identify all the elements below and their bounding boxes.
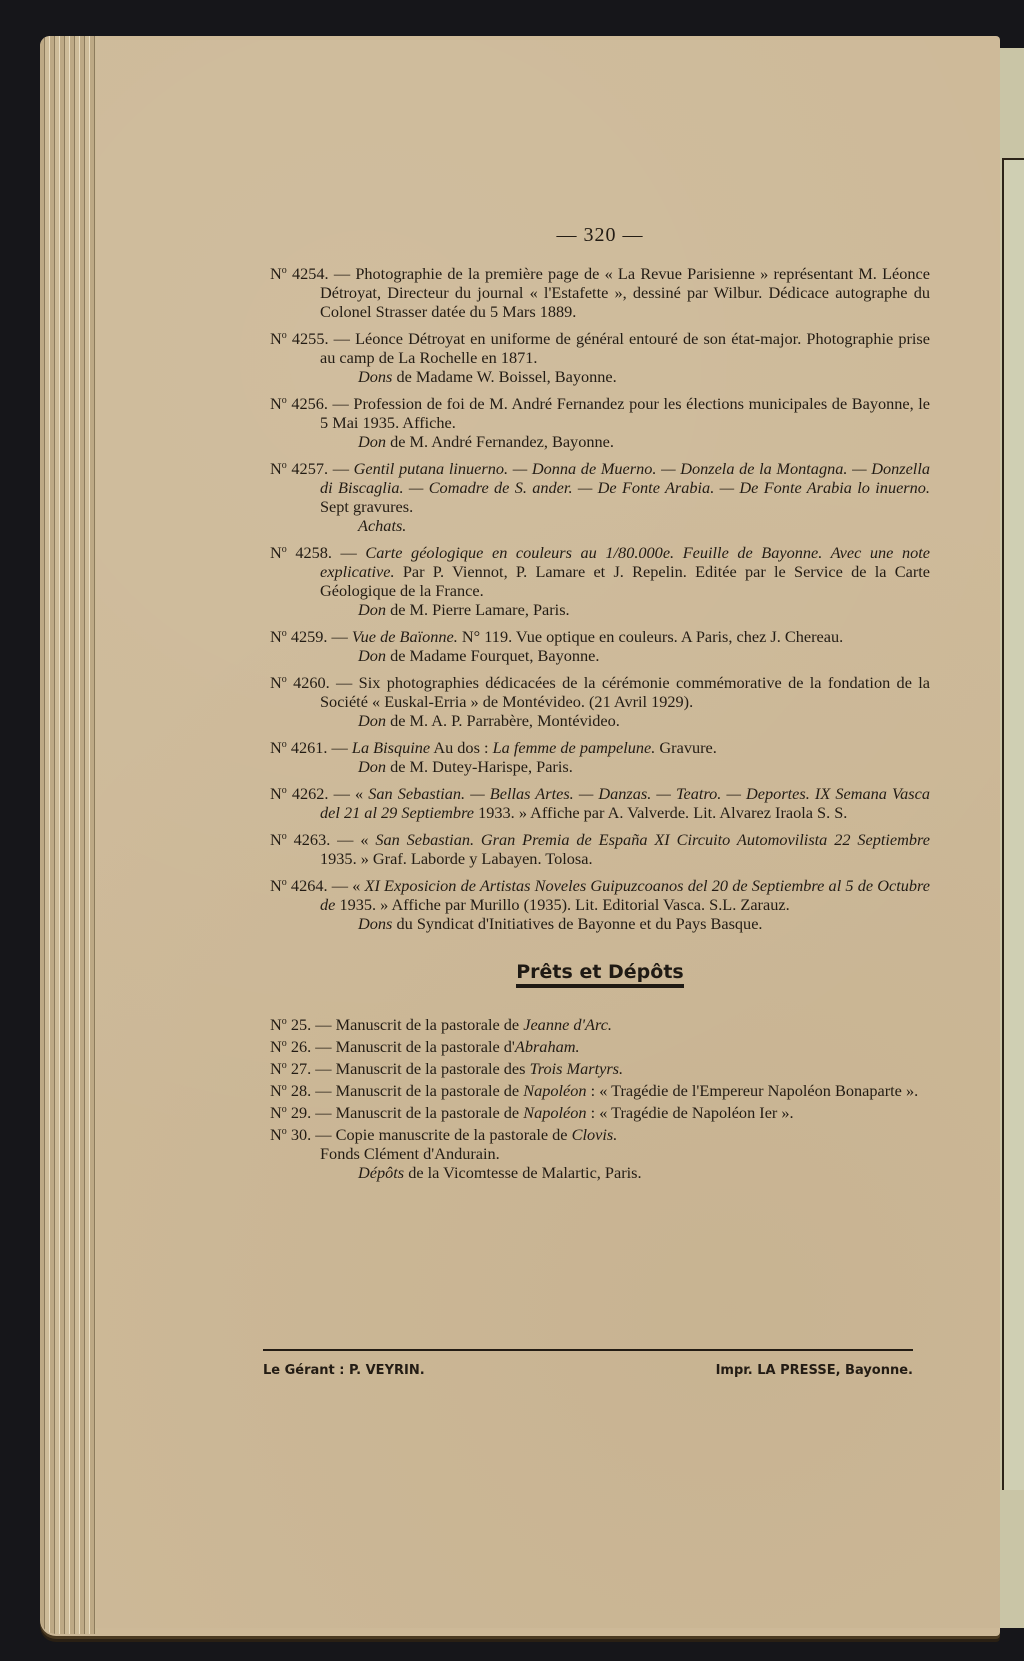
no-superscript: o — [281, 1038, 287, 1049]
credit-rest: de M. André Fernandez, Bayonne. — [386, 432, 614, 451]
entry-number: $N^o$ 29. — [270, 1103, 316, 1122]
entry-text — [270, 1078, 930, 1100]
donation-entry — [270, 827, 930, 868]
no-superscript: o — [281, 1060, 287, 1071]
entry-text — [270, 670, 930, 711]
entry-text — [270, 624, 930, 646]
italic-title: Vue de Baïonne. — [351, 627, 458, 646]
entry-number: $N^o$ 4261. — [270, 738, 332, 757]
entry-credit — [270, 757, 930, 776]
credit-lead: Don — [358, 757, 387, 776]
no-superscript: o — [281, 628, 287, 639]
next-page-frame — [1002, 158, 1024, 1490]
entry-text — [270, 827, 930, 868]
credit-lead: Don — [358, 432, 387, 451]
no-superscript: o — [281, 1126, 287, 1137]
no-superscript: o — [281, 785, 287, 796]
loans-credit — [270, 1163, 930, 1182]
entry-description: Par P. Viennot, P. Lamare et J. Repelin. Editée par le Service de la Carte Géologique de la France. — [320, 562, 930, 600]
italic-title: San Sebastian. — Bellas Artes. — Danzas. — Teatro. — Deportes. IX Semana Vasca del 21 al 29 Septiembre — [320, 784, 930, 822]
entry-text — [270, 1100, 930, 1122]
entry-number: $N^o$ 4259. — [270, 627, 332, 646]
loans-list — [270, 1012, 930, 1182]
entry-credit — [270, 432, 930, 451]
donation-entry — [270, 540, 930, 619]
credit-rest: de Madame W. Boissel, Bayonne. — [392, 367, 617, 386]
credit-lead: Dons — [358, 367, 393, 386]
page-edges — [40, 36, 98, 1634]
entry-text — [270, 1012, 930, 1034]
credit-lead: Don — [358, 646, 387, 665]
entry-description: — Photographie de la première page de « La Revue Parisienne » représentant M. Léonce Détroyat, Directeur du journal « l'Estafette », dessiné par Wilbur. Dédicace autographe du Colonel Strasser datée du 5 Mars 1889. — [320, 264, 930, 321]
italic-title: La Bisquine — [351, 738, 431, 757]
entry-description: — Manuscrit de la pastorale d' — [315, 1037, 515, 1056]
entry-number: $N^o$ 4258. — [270, 543, 341, 562]
credit-lead: Dépôts — [358, 1163, 405, 1182]
credit-rest: de M. Dutey-Harispe, Paris. — [386, 757, 573, 776]
entry-number: $N^o$ 4264. — [270, 876, 332, 895]
credit-rest: du Syndicat d'Initiatives de Bayonne et du Pays Basque. — [392, 914, 763, 933]
entry-description: — Léonce Détroyat en uniforme de général entouré de son état-major. Photographie prise au camp de La Rochelle en 1871. — [320, 329, 930, 367]
italic-title: Carte géologique en couleurs au 1/80.000e. Feuille de Bayonne. Avec une note explicative. — [320, 543, 931, 581]
entry-text — [270, 873, 930, 914]
donation-entry — [270, 670, 930, 730]
credit-lead: Don — [358, 711, 387, 730]
no-superscript: o — [281, 460, 287, 471]
credit-lead: Dons — [358, 914, 393, 933]
entry-description: — Manuscrit de la pastorale de — [315, 1015, 524, 1034]
entry-description: — Manuscrit de la pastorale des — [315, 1059, 530, 1078]
entry-description: — — [331, 627, 352, 646]
donation-entry — [270, 391, 930, 451]
credit-lead: Achats. — [358, 516, 407, 535]
donation-entry — [270, 781, 930, 822]
donation-entry — [270, 326, 930, 386]
footer-manager: Le Gérant : P. VEYRIN. — [263, 1363, 425, 1378]
donations-list — [270, 261, 930, 933]
no-superscript: o — [281, 831, 287, 842]
no-superscript: o — [281, 330, 287, 341]
entry-description: Gravure. — [655, 738, 717, 757]
no-superscript: o — [281, 674, 287, 685]
entry-credit — [270, 516, 930, 535]
entry-description: : « Tragédie de Napoléon Ier ». — [586, 1103, 794, 1122]
entry-text — [270, 456, 930, 516]
entry-number: $N^o$ 4263. — [270, 830, 338, 849]
footer-printer: Impr. LA PRESSE, Bayonne. — [715, 1363, 913, 1378]
entry-description: — « — [333, 784, 369, 803]
credit-rest: de Madame Fourquet, Bayonne. — [386, 646, 600, 665]
entry-description: — Manuscrit de la pastorale de — [315, 1081, 524, 1100]
credit-rest: de M. Pierre Lamare, Paris. — [386, 600, 570, 619]
italic-title: Trois Martyrs. — [529, 1059, 624, 1078]
page-number: — 320 — — [556, 224, 644, 246]
no-superscript: o — [281, 1016, 287, 1027]
section-title-text: Prêts et Dépôts — [516, 963, 683, 988]
italic-title: La femme de pampelune. — [492, 738, 656, 757]
entry-description: : « Tragédie de l'Empereur Napoléon Bonaparte ». — [586, 1081, 919, 1100]
entry-text — [270, 735, 930, 757]
entry-number: $N^o$ 4260. — [270, 673, 337, 692]
entry-text — [270, 1122, 930, 1144]
entry-description: Sept gravures. — [320, 497, 414, 516]
italic-title: Napoléon — [523, 1081, 587, 1100]
donation-entry — [270, 261, 930, 321]
loan-entry — [270, 1034, 930, 1056]
entry-description: 1933. » Affiche par A. Valverde. Lit. Alvarez Iraola S. S. — [474, 803, 848, 822]
entry-number: $N^o$ 30. — [270, 1125, 316, 1144]
italic-title: Napoléon — [523, 1103, 587, 1122]
loan-entry — [270, 1012, 930, 1034]
italic-title: XI Exposicion de Artistas Noveles Guipuzcoanos del 20 de Septiembre al 5 de Octubre de — [320, 876, 930, 914]
loan-entry — [270, 1078, 930, 1100]
credit-lead: Don — [358, 600, 387, 619]
entry-description: N° 119. Vue optique en couleurs. A Paris, chez J. Chereau. — [457, 627, 844, 646]
entry-number: $N^o$ 28. — [270, 1081, 316, 1100]
no-superscript: o — [281, 395, 287, 406]
italic-title: Gentil putana linuerno. — Donna de Muerno. — Donzela de la Montagna. — Donzella di Biscaglia. — Comadre de S. ander. — De Fonte Arabia. — De Fonte Arabia lo inuerno. — [320, 459, 930, 497]
entry-number: $N^o$ 4256. — [270, 394, 333, 413]
section-title — [270, 963, 930, 988]
no-superscript: o — [281, 1104, 287, 1115]
donation-entry — [270, 456, 930, 535]
donation-entry — [270, 735, 930, 776]
entry-number: $N^o$ 27. — [270, 1059, 316, 1078]
entry-number: $N^o$ 4262. — [270, 784, 334, 803]
entry-number: $N^o$ 26. — [270, 1037, 316, 1056]
entry-description: — « — [337, 830, 376, 849]
entry-text — [270, 261, 930, 321]
loans-fonds: Fonds Clément d'Andurain. — [320, 1144, 500, 1163]
italic-title: Jeanne d'Arc. — [523, 1015, 613, 1034]
entry-text — [270, 540, 930, 600]
entry-description: — Six photographies dédicacées de la cérémonie commémorative de la fondation de la Société « Euskal-Erria » de Montévideo. (21 Avril 1929). — [320, 673, 930, 711]
entry-description: — « — [331, 876, 365, 895]
entry-number: $N^o$ 4254. — [270, 264, 334, 283]
entry-credit — [270, 367, 930, 386]
page-content — [270, 226, 930, 1182]
loan-entry — [270, 1122, 930, 1144]
no-superscript: o — [281, 265, 287, 276]
entry-text — [270, 781, 930, 822]
donation-entry — [270, 624, 930, 665]
entry-text — [270, 1056, 930, 1078]
entry-credit — [270, 711, 930, 730]
next-page-edge — [996, 48, 1024, 1628]
entry-text — [270, 391, 930, 432]
entry-description: — — [331, 738, 352, 757]
italic-title: Clovis. — [571, 1125, 618, 1144]
entry-description: — Manuscrit de la pastorale de — [315, 1103, 524, 1122]
credit-rest: de la Vicomtesse de Malartic, Paris. — [404, 1163, 642, 1182]
no-superscript: o — [281, 877, 287, 888]
entry-description: — — [332, 459, 354, 478]
no-superscript: o — [281, 739, 287, 750]
entry-description: 1935. » Graf. Laborde y Labayen. Tolosa. — [320, 849, 593, 868]
entry-number: $N^o$ 25. — [270, 1015, 316, 1034]
entry-description: 1935. » Affiche par Murillo (1935). Lit. Editorial Vasca. S.L. Zarauz. — [335, 895, 790, 914]
loan-entry — [270, 1100, 930, 1122]
entry-text — [270, 1034, 930, 1056]
no-superscript: o — [281, 1082, 287, 1093]
entry-number: $N^o$ 4255. — [270, 329, 334, 348]
loan-entry — [270, 1056, 930, 1078]
entry-text — [270, 326, 930, 367]
footer — [263, 1349, 913, 1378]
entry-number: $N^o$ 4257. — [270, 459, 333, 478]
donation-entry — [270, 873, 930, 933]
entry-description: — Profession de foi de M. André Fernandez pour les élections municipales de Bayonne, le 5 Mai 1935. Affiche. — [320, 394, 931, 432]
no-superscript: o — [281, 544, 287, 555]
entry-credit — [270, 600, 930, 619]
entry-credit — [270, 914, 930, 933]
entry-description: — Copie manuscrite de la pastorale de — [315, 1125, 572, 1144]
entry-credit — [270, 646, 930, 665]
entry-description: — — [340, 543, 366, 562]
credit-rest: de M. A. P. Parrabère, Montévideo. — [386, 711, 620, 730]
entry-description: Au dos : — [430, 738, 493, 757]
italic-title: San Sebastian. Gran Premia de España XI Circuito Automovilista 22 Septiembre — [375, 830, 930, 849]
italic-title: Abraham. — [514, 1037, 580, 1056]
